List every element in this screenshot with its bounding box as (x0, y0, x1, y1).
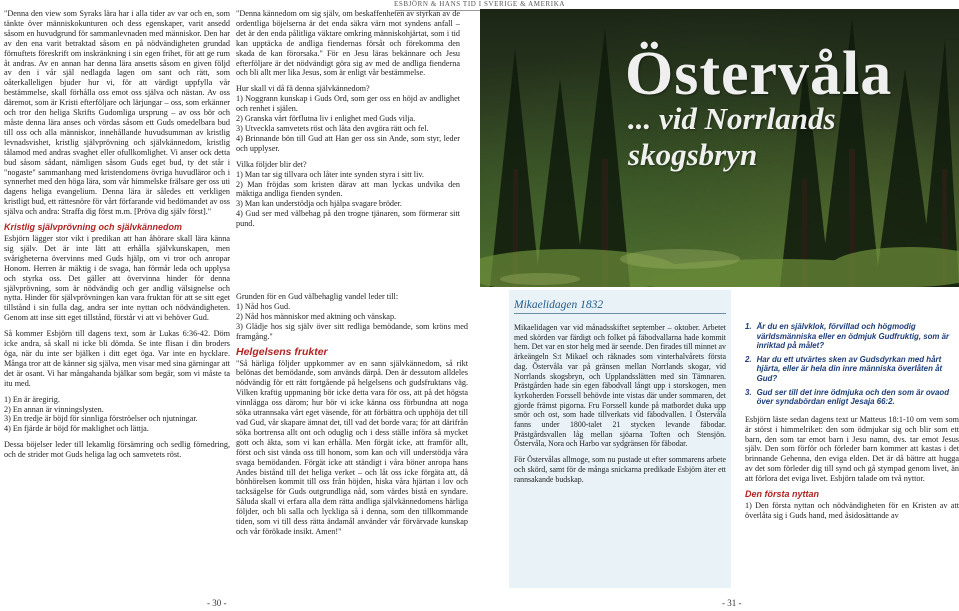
question-item (745, 322, 959, 351)
list-item: 1) Nåd hos Gud. (236, 301, 291, 311)
list-item: 2) Nåd hos människor med aktning och vänskap. (236, 311, 397, 321)
list (4, 395, 230, 435)
list-item: 3) Utveckla samvetets röst och låta den avgöra rätt och fel. (236, 123, 429, 133)
list-item: 1) En är äregirig. (4, 394, 60, 404)
list-item: 1) Man tar sig tillvara och låter inte synden styra i sitt liv. (236, 169, 424, 179)
running-header: ESBJÖRN & HANS TID I SVERIGE & AMERIKA (0, 0, 959, 12)
list-item: 2) Granska vårt förflutna liv i enlighet med Guds vilja. (236, 114, 416, 124)
hero-title: Östervåla (625, 40, 893, 108)
paragraph: "Så härliga följder uppkommer av en sann självkännedom, så rikt belönas det bemödande, som används därpå. Den är dessutom alldeles nödvändig för ett rätt fortgående på helgelsens och gudsfruktans väg. Vilken kraftig uppmaning bör icke detta vara för oss, att på det högsta vinnlägga oss därom; hur bör vi icke känna oss förbundna att noga söka utrannsaka vårt eget väsende, för att förbättra och upphöja det till vad Gud, vår skapare ämnat det, till vad det borde vara; för att därifrån söka bortrensa allt ont och oduglig och i dess ställe införa så mycket gott och äkta, som vi kan erhålla. Men förgät icke, att framför allt, först och sist vända oss till honom, som kan och vill understödja våra svaga bemödanden. Förgät icke att ständigt i våra böner anropa hans Andes bistånd till det heliga verket – och låt oss icke förgäta att, då bönhörelsen kommit till oss från höjden, hiska våra hjärtan i lov och tacksägelse för Guds outgrundliga nåd, som värdes bistå en syndare. Såluda skall vi erfara alla dem rätta andliga självkännedomens härliga följder, och bli salla och lyckliga så i denna, som den tillkommande tiden, som vi till dess rätta ändamål använder vår förvärvade kunskap och vår förökade insikt. Amen!" (236, 358, 468, 536)
list-item: 3) En tredje är böjd för sinnliga förströelser och njutningar. (4, 414, 198, 424)
right-page-column-3 (745, 322, 959, 602)
sidebar-title: Mikaelidagen 1832 (514, 299, 604, 311)
list-item: 1) Noggrann kunskap i Guds Ord, som ger oss en höjd av andlighet och renhet i själen. (236, 94, 460, 114)
list-item: 4) Gud ser med välbehag på den trogne tjänaren, som förmerar sitt pund. (236, 209, 460, 229)
section-heading: Den första nyttan (745, 489, 820, 500)
hero-subtitle: ... vid Norrlands skogsbryn (628, 101, 836, 172)
paragraph: "Denna kännedom om sig själv, om beskaffenheten av styrkan av de ordentliga böjelserna är det enda säkra värn mot syndens anfall – det är den enda pålitliga väktare omkring människohjärtat, som i tid kan upptäcka de andliga fiendernas försåt och förekomma den skada de kan förorsaka." För en Jesu läras bekännare och Jesu efterföljare är det nödvändigt göra sig av med de andliga fienderna och bli allt mer lika Jesus, som är enligt vår bestämmelse. (236, 9, 460, 78)
paragraph: Esbjörn läste sedan dagens text ur Matteus 18:1-10 om vem som är störst i himmelriket: den som ödmjukar sig och blir som ett barn, den som tar emot barn i Jesu namn, dvs. tar emot Jesus själv. Den som förför och förleder barn kommer att kastas i det brinnande Gehenna, den eviga elden. Det är då bättre att hugga av det som förleder dig till synd och gå stympad genom livet, än att förlora det eviga livet. Esbjörn talade om två nyttor. (745, 414, 959, 484)
question-item (745, 388, 959, 407)
right-page-column-1 (236, 292, 468, 592)
forest-photo (480, 9, 959, 287)
question-number: 1. (745, 322, 752, 331)
page-number-right: - 31 - (722, 598, 742, 608)
paragraph: Esbjörn lägger stor vikt i predikan att han åhörare skall lära känna sig själv. Det är inte lätt att erhålla självkunskapen, men svårigheterna övervinns med Guds hjälp, om vi tror och anropar Honom. Herren är mäktig i de svaga, han förmår leda och upplysa och styrka oss. Det gäller att övervinna hinder för denna självprövning, som är nödvändig och ger andlig välsignelse och nytta. Hinder för självprövningen kan vara fruktan för att se sitt eget tillstånd i sin fulla dag, andra ser inte nyttan och nödvändigheten. Genom att inse sitt eget tillstånd, förstår vi att vi behöver Gud. (4, 234, 230, 323)
section-heading: Helgelsens frukter (236, 345, 328, 358)
left-page-column-1 (4, 9, 230, 594)
page-number-left: - 30 - (207, 598, 227, 608)
paragraph: Så kommer Esbjörn till dagens text, som är Lukas 6:36-42. Döm icke andra, så skall ni icke bli dömda. Se inte flisan i din broders öga, när du inte ser bjälken i ditt eget öga. Var inte en hycklare. Många tror att de känner sig själva, men visar med sina gärningar att det är osant. Vi har mångahanda bjälkar som begär, som vi måste ta itu med. (4, 329, 230, 388)
paragraph: Mikaelidagen var vid månadsskiftet september – oktober. Arbetet med skörden var färdigt och folket på fäbodvallarna hade kommit hem. Det var en stor helg med är seende. Den firades till minnet av ärkeängeln S:t Mikael och räknades som vinterhalvårets första dag. Östervåla var på gränsen mellan Norrlands skogar, vid Norrlands skogsbryn, och Upplandsslätten med sin Tämnaren. Prästgården hade sin egen fäbodvall långt upp i storskogen, men kyrkoherden Forssell behövde inte vistas där under sommaren, det gjorde främst pigorna. Fru Forssell kunde på matbordet duka upp smör och ost, som hade tillverkats vid fäbodvallen. I Östervåla fanns under 1800-talet 21 stycken levande fäbodar. Prästgårdsvallen låg mellan sjöarna Toften och Stensjön. Östervåla, Nora och Harbo var sydgränsen för fäbodar. (514, 323, 726, 449)
paragraph: För Östervålas allmoge, som nu pustade ut efter sommarens arbete och skörd, samt för de många snickarna predikade Esbjörn äter ett rannsakande budskap. (514, 455, 726, 484)
question-number: 2. (745, 354, 752, 364)
question-text: Gud ser till det inre ödmjuka och den som är ovaod över syndabördan enligt Jesaja 66:2. (756, 387, 950, 407)
question-line: Vilka följder blir det? (236, 159, 307, 169)
list-item: 3) Glädje hos sig själv över sitt redliga bemödande, som kröns med framgång." (236, 321, 468, 341)
list-item: 4) En fjärde är böjd för maklighet och lättja. (4, 424, 149, 434)
question-number: 3. (745, 387, 752, 397)
question-text: Är du en självklok, förvillad och högmodig världsmänniska eller en ödmjuk Gudfruktig, som är inriktad på målet? (756, 322, 950, 351)
paragraph: Dessa böjelser leder till lekamlig försämring och sedlig förnedring, och de strider mot Guds heliga lag och samvetets röst. (4, 440, 230, 460)
paragraph: "Denna den view som Syraks lära har i alla tider av var och en, som tänkte över människokunturen och dess egenskaper, varit ansedd såsom en huvudgrund för sammanlevnaden med människor. Den har av den ena varit betraktad såsom en på nödvändigheten grundad förnuftets föreskrift om inskränkning i sin egen frihet, för att ge rum åt andras. Av en annan har denna lära ansetts såsom en given följd av den i vår själ nedlagda lagen om sant och rätt, som oåterkalleligen bjuder hur vi, för att värdigt uppfylla vår bestämmelse, skall förhålla oss emot oss själva och nästan. Av oss däremot, som är Kristi efterföljare och lärjungar – oss, som erkänner och tror den heliga Skrifts Gudomliga ursprung – av oss bör och måste denna lära anses och vördas såsom ett Guds omedelbara bud till oss och alla människor, innehållande huvudsumman av kristlig levnadsvishet, kristlig självprövning och självkännedom, kristlig tålamod med andras svaghet eller ofullkomlighet. Vi anser ock detta bud såsom sådant, nämligen såsom Guds eget bud, ty det står i "nogaste" sammanhang med kristendomens övriga huvudläror och i synnerhet med den höga lära, som vår himmelske frälsare ger oss uti dagens heliga evangelium. Denna lära är således ett verkligen kristligt bud, ett rättesnöre för vårt förfarande vid bedömandet av oss själva och andra: Straffa dig först m.m. [Pröva dig själv först]." (4, 9, 230, 217)
question-line: Hur skall vi då fä denna självkännedom? (236, 84, 370, 94)
list-item: 3) Man kan understödja och hjälpa svagare bröder. (236, 199, 402, 209)
list-item: 2) En annan är vinningslysten. (4, 404, 104, 414)
paragraph: Grunden för en Gud välbehaglig vandel leder till: (236, 292, 399, 301)
question-text: Har du ett utvärtes sken av Gudsdyrkan med hårt hjärta, eller är hela din inre människa överlåten åt Gud? (756, 354, 943, 383)
section-heading: Kristlig självprövning och självkännedom (4, 222, 183, 233)
sidebar-text (514, 323, 726, 563)
question-item (745, 355, 959, 384)
list-item: 4) Brinnande bön till Gud att Han ger oss sin Ande, som styr, leder och upplyser. (236, 133, 460, 153)
paragraph: 1) Den första nyttan och nödvändigheten för en Kristen av att överlåta sig i Guds hand, med åsidosättande av (745, 501, 959, 520)
list-item: 2) Man fröjdas som kristen därav att man lyckas undvika den mäktiga andliga fienden synden. (236, 179, 460, 199)
